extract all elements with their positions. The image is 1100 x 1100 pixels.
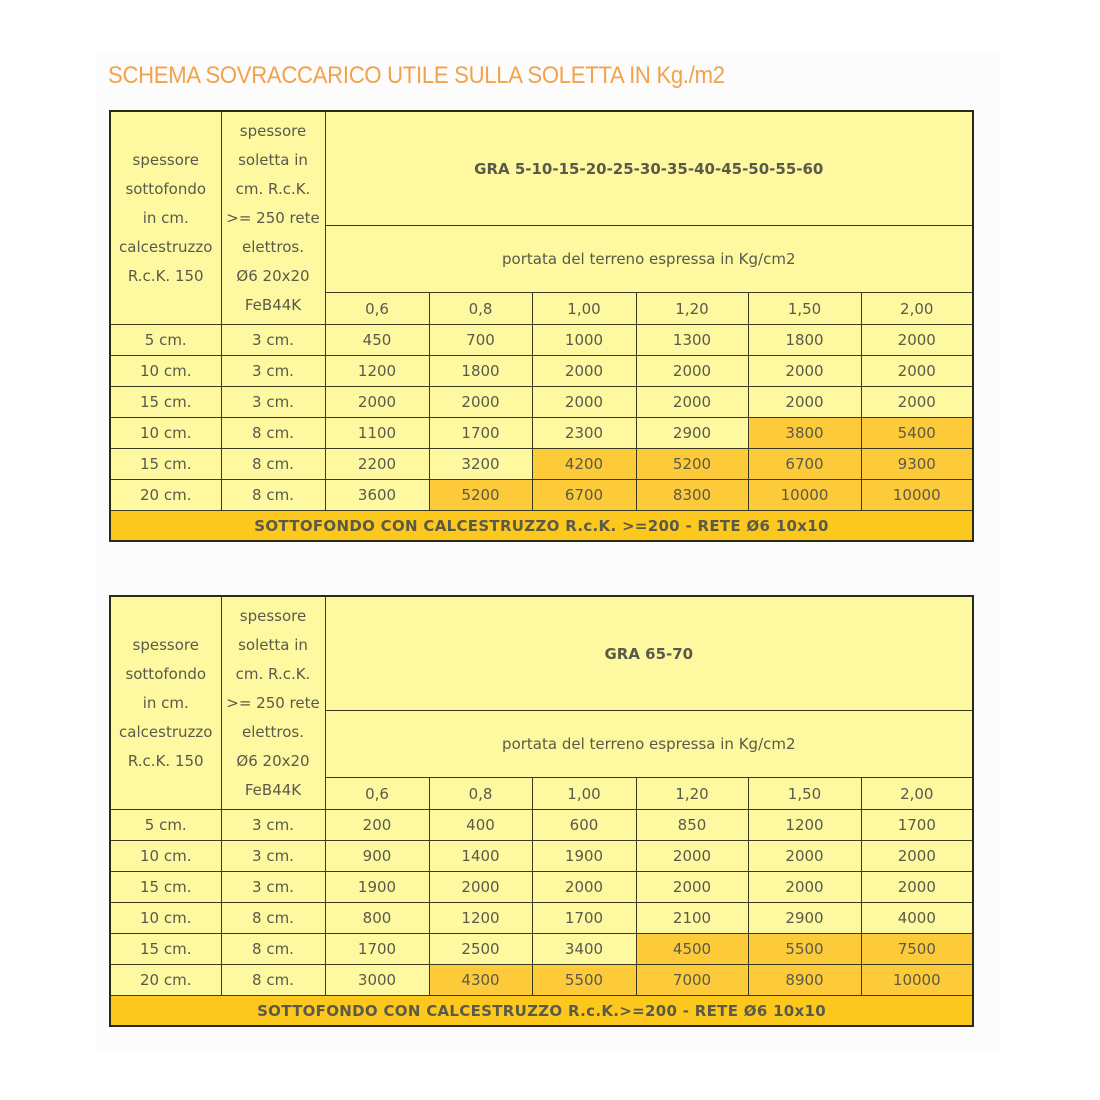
load-value-cell: 2000	[748, 872, 861, 903]
load-value-cell: 6700	[748, 449, 861, 480]
load-value-cell: 200	[325, 810, 429, 841]
sottofondo-cell: 15 cm.	[110, 387, 221, 418]
load-value-cell: 2000	[429, 872, 532, 903]
load-value-cell: 3400	[532, 934, 636, 965]
header-sottofondo-line: in cm.	[142, 208, 189, 227]
load-value-cell: 600	[532, 810, 636, 841]
sottofondo-cell: 20 cm.	[110, 480, 221, 511]
load-value-cell: 4000	[861, 903, 973, 934]
header-soletta-line: soletta in	[238, 150, 308, 169]
load-value-cell: 1200	[429, 903, 532, 934]
sottofondo-cell: 20 cm.	[110, 965, 221, 996]
sottofondo-cell: 10 cm.	[110, 903, 221, 934]
load-value-cell: 3200	[429, 449, 532, 480]
load-value-cell: 7000	[636, 965, 748, 996]
table-row	[110, 418, 973, 449]
pressure-header: 1,00	[532, 293, 636, 325]
header-soletta-line: spessore	[239, 121, 307, 140]
header-soletta-line: FeB44K	[244, 780, 302, 799]
table-row	[110, 810, 973, 841]
load-value-cell: 2900	[748, 903, 861, 934]
header-soletta-line: >= 250 rete	[226, 693, 320, 712]
table-row	[110, 325, 973, 356]
load-value-cell: 1700	[429, 418, 532, 449]
load-value-cell: 1700	[532, 903, 636, 934]
pressure-header: 0,8	[429, 778, 532, 810]
header-sottofondo-line: spessore	[132, 635, 199, 654]
load-value-cell: 3600	[325, 480, 429, 511]
load-value-cell: 850	[636, 810, 748, 841]
load-value-cell: 2000	[748, 387, 861, 418]
load-value-cell: 7500	[861, 934, 973, 965]
header-soletta-line: FeB44K	[244, 295, 302, 314]
load-value-cell: 5500	[532, 965, 636, 996]
load-value-cell: 2000	[748, 356, 861, 387]
pressure-header: 0,8	[429, 293, 532, 325]
sottofondo-cell: 10 cm.	[110, 356, 221, 387]
load-value-cell: 2000	[636, 356, 748, 387]
sottofondo-cell: 10 cm.	[110, 841, 221, 872]
load-value-cell: 3000	[325, 965, 429, 996]
load-value-cell: 6700	[532, 480, 636, 511]
load-value-cell: 2000	[532, 872, 636, 903]
table-row	[110, 480, 973, 511]
header-sottofondo	[110, 111, 221, 325]
load-value-cell: 1800	[748, 325, 861, 356]
load-value-cell: 450	[325, 325, 429, 356]
load-value-cell: 2000	[861, 356, 973, 387]
load-value-cell: 10000	[861, 965, 973, 996]
load-value-cell: 2900	[636, 418, 748, 449]
header-sottofondo-line: calcestruzzo	[119, 237, 213, 256]
pressure-header: 1,20	[636, 778, 748, 810]
load-value-cell: 5400	[861, 418, 973, 449]
soletta-cell: 3 cm.	[221, 387, 325, 418]
soletta-cell: 3 cm.	[221, 872, 325, 903]
sottofondo-cell: 5 cm.	[110, 325, 221, 356]
load-value-cell: 2000	[325, 387, 429, 418]
load-value-cell: 1700	[325, 934, 429, 965]
load-value-cell: 1200	[748, 810, 861, 841]
soil-capacity-label: portata del terreno espressa in Kg/cm2	[325, 711, 973, 778]
load-value-cell: 2000	[861, 841, 973, 872]
header-soletta-line: elettros.	[242, 722, 304, 741]
sottofondo-cell: 5 cm.	[110, 810, 221, 841]
header-sottofondo-line: R.c.K. 150	[127, 751, 204, 770]
header-sottofondo-line: sottofondo	[125, 664, 207, 683]
header-soletta-line: cm. R.c.K.	[235, 664, 311, 683]
load-value-cell: 2000	[748, 841, 861, 872]
soletta-cell: 3 cm.	[221, 325, 325, 356]
load-value-cell: 1300	[636, 325, 748, 356]
pressure-header: 1,50	[748, 778, 861, 810]
load-table-gra-65-70	[109, 595, 974, 1027]
pressure-header: 0,6	[325, 293, 429, 325]
header-sottofondo-line: calcestruzzo	[119, 722, 213, 741]
soletta-cell: 3 cm.	[221, 356, 325, 387]
pressure-header: 2,00	[861, 778, 973, 810]
soletta-cell: 8 cm.	[221, 418, 325, 449]
load-value-cell: 400	[429, 810, 532, 841]
header-soletta-line: elettros.	[242, 237, 304, 256]
soletta-cell: 3 cm.	[221, 841, 325, 872]
soletta-cell: 8 cm.	[221, 934, 325, 965]
load-value-cell: 2000	[861, 872, 973, 903]
header-sottofondo-line: spessore	[132, 150, 199, 169]
header-sottofondo	[110, 596, 221, 810]
load-value-cell: 2300	[532, 418, 636, 449]
soletta-cell: 8 cm.	[221, 449, 325, 480]
load-value-cell: 5500	[748, 934, 861, 965]
header-sottofondo-line: R.c.K. 150	[127, 266, 204, 285]
load-value-cell: 8300	[636, 480, 748, 511]
footer-row	[110, 996, 973, 1027]
table-row	[110, 934, 973, 965]
load-value-cell: 2100	[636, 903, 748, 934]
header-soletta	[221, 111, 325, 325]
header-row	[110, 596, 973, 711]
soletta-cell: 8 cm.	[221, 965, 325, 996]
table-row	[110, 872, 973, 903]
load-value-cell: 5200	[429, 480, 532, 511]
pressure-header: 2,00	[861, 293, 973, 325]
load-value-cell: 4200	[532, 449, 636, 480]
soletta-cell: 3 cm.	[221, 810, 325, 841]
load-value-cell: 2000	[861, 387, 973, 418]
load-value-cell: 900	[325, 841, 429, 872]
load-value-cell: 2000	[861, 325, 973, 356]
soletta-cell: 8 cm.	[221, 903, 325, 934]
load-table-gra-5-60	[109, 110, 974, 542]
pressure-header: 1,50	[748, 293, 861, 325]
table-row	[110, 387, 973, 418]
load-value-cell: 2000	[636, 387, 748, 418]
load-value-cell: 2000	[532, 356, 636, 387]
sottofondo-cell: 10 cm.	[110, 418, 221, 449]
soil-capacity-label: portata del terreno espressa in Kg/cm2	[325, 226, 973, 293]
load-value-cell: 700	[429, 325, 532, 356]
load-value-cell: 10000	[861, 480, 973, 511]
footer-row	[110, 511, 973, 542]
load-value-cell: 4500	[636, 934, 748, 965]
load-value-cell: 2500	[429, 934, 532, 965]
load-value-cell: 1900	[532, 841, 636, 872]
load-value-cell: 800	[325, 903, 429, 934]
header-row	[110, 111, 973, 226]
table-row	[110, 449, 973, 480]
product-name: GRA 5-10-15-20-25-30-35-40-45-50-55-60	[325, 111, 973, 226]
load-value-cell: 2000	[636, 872, 748, 903]
page-title: SCHEMA SOVRACCARICO UTILE SULLA SOLETTA IN Kg./m2	[108, 62, 725, 89]
load-value-cell: 1700	[861, 810, 973, 841]
load-value-cell: 1200	[325, 356, 429, 387]
header-soletta-line: Ø6 20x20	[236, 266, 310, 285]
load-value-cell: 1100	[325, 418, 429, 449]
header-sottofondo-line: in cm.	[142, 693, 189, 712]
table-row	[110, 356, 973, 387]
header-soletta	[221, 596, 325, 810]
sottofondo-cell: 15 cm.	[110, 872, 221, 903]
load-value-cell: 1800	[429, 356, 532, 387]
load-value-cell: 2000	[532, 387, 636, 418]
sottofondo-cell: 15 cm.	[110, 449, 221, 480]
pressure-header: 0,6	[325, 778, 429, 810]
table-row	[110, 903, 973, 934]
load-value-cell: 1000	[532, 325, 636, 356]
footer-note: SOTTOFONDO CON CALCESTRUZZO R.c.K. >=200 - RETE Ø6 10x10	[110, 511, 973, 542]
load-value-cell: 10000	[748, 480, 861, 511]
load-value-cell: 2000	[636, 841, 748, 872]
table-row	[110, 841, 973, 872]
load-value-cell: 2000	[429, 387, 532, 418]
load-value-cell: 1900	[325, 872, 429, 903]
load-value-cell: 8900	[748, 965, 861, 996]
load-value-cell: 3800	[748, 418, 861, 449]
load-value-cell: 5200	[636, 449, 748, 480]
header-soletta-line: soletta in	[238, 635, 308, 654]
footer-note: SOTTOFONDO CON CALCESTRUZZO R.c.K.>=200 - RETE Ø6 10x10	[110, 996, 973, 1027]
table-row	[110, 965, 973, 996]
load-value-cell: 1400	[429, 841, 532, 872]
header-sottofondo-line: sottofondo	[125, 179, 207, 198]
load-value-cell: 9300	[861, 449, 973, 480]
pressure-header: 1,20	[636, 293, 748, 325]
load-value-cell: 4300	[429, 965, 532, 996]
soletta-cell: 8 cm.	[221, 480, 325, 511]
header-soletta-line: spessore	[239, 606, 307, 625]
load-value-cell: 2200	[325, 449, 429, 480]
sottofondo-cell: 15 cm.	[110, 934, 221, 965]
header-soletta-line: Ø6 20x20	[236, 751, 310, 770]
header-soletta-line: cm. R.c.K.	[235, 179, 311, 198]
pressure-header: 1,00	[532, 778, 636, 810]
product-name: GRA 65-70	[325, 596, 973, 711]
header-soletta-line: >= 250 rete	[226, 208, 320, 227]
